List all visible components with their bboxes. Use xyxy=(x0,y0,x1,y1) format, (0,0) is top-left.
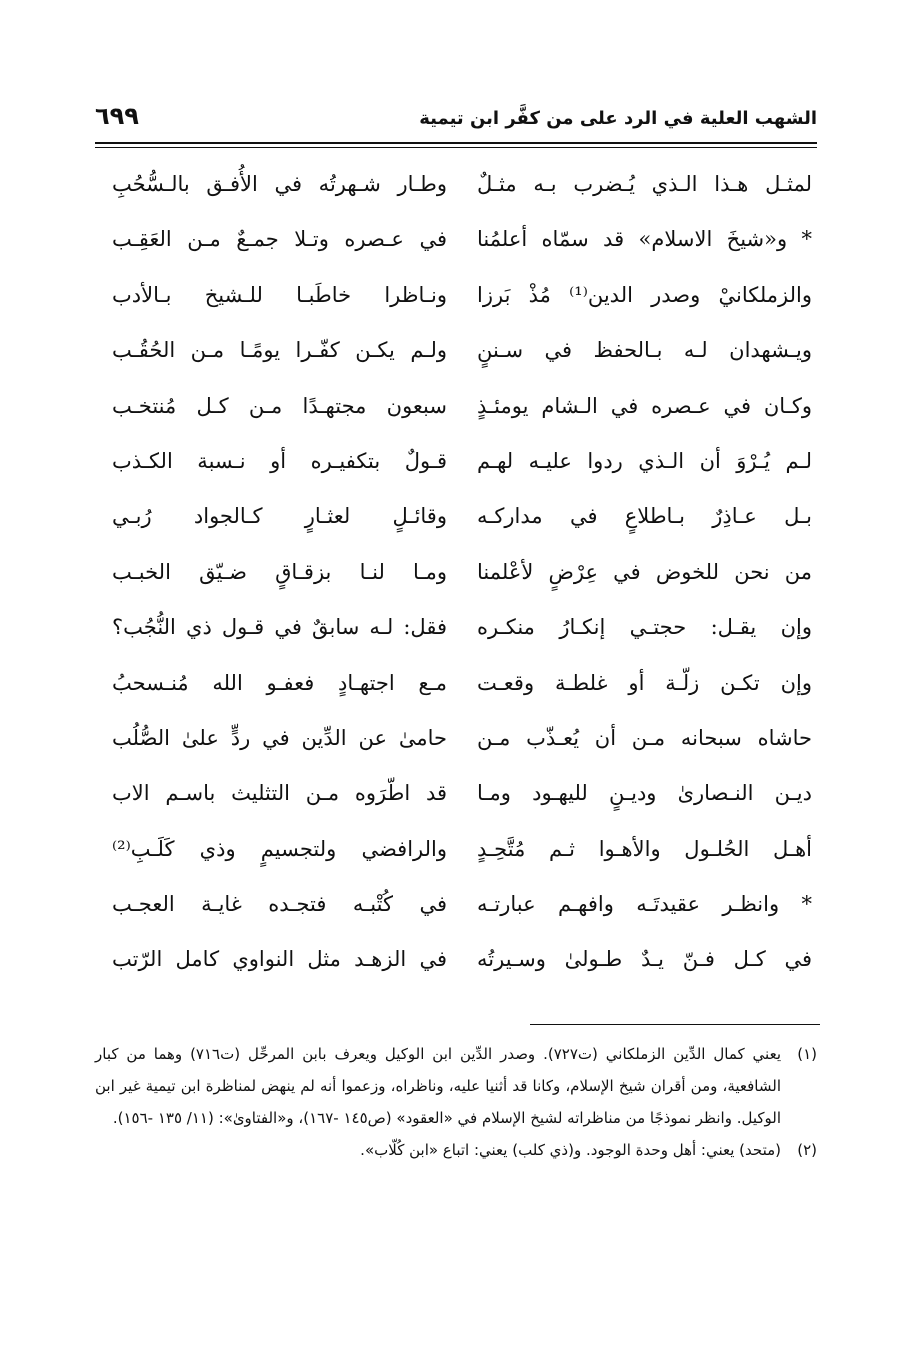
verse-first-hemistich: وإن يقـل: حجتـي إنكـارُ منكـره xyxy=(477,615,812,640)
verse-second-hemistich: سبعون مجتهـدًا مـن كـل مُنتخـب xyxy=(112,393,447,418)
verse-first-hemistich: حاشاه سبحانه مـن أن يُعـذّب مـن xyxy=(477,725,812,750)
verse-first-hemistich: لـم يُـرْوَ أن الـذي ردوا عليـه لهـم xyxy=(477,448,812,473)
verse-second-hemistich: ونـاظرا خاطَبـا للـشيخ بـالأدب xyxy=(112,282,447,307)
verse-second-hemistich: وقائـلٍ لعثـارٍ كـالجواد رُبـي xyxy=(112,504,447,529)
verse-line xyxy=(100,492,812,547)
verse-second-hemistich: في الزهـد مثل النواوي كامل الرّتب xyxy=(112,947,447,972)
running-title: الشهب العلية في الرد على من كفَّر ابن تيمية xyxy=(419,108,817,129)
poem-body xyxy=(100,160,812,991)
verse-second-hemistich: فقل: لـه سابقٌ في قـول ذي النُّجُب؟ xyxy=(112,615,447,640)
page-header xyxy=(95,100,817,140)
verse-line xyxy=(100,215,812,270)
verse-first-hemistich: * و«شيخَ الاسلام» قد سمّاه أعلمُنا xyxy=(477,227,812,252)
verse-line xyxy=(100,825,812,880)
header-rule-thin xyxy=(95,147,817,148)
verse-second-hemistich: في عـصره وتـلا جمـعٌ مـن العَقِـب xyxy=(112,227,447,252)
verse-second-hemistich: ولـم يكـن كفّـرا يومًـا مـن الحُقُـب xyxy=(112,338,447,363)
page-number: ٦٩٩ xyxy=(95,102,139,130)
verse-line xyxy=(100,326,812,381)
verse-first-hemistich: بـل عـاذِرٌ بـاطلاعٍ في مداركـه xyxy=(477,504,812,529)
verse-line xyxy=(100,271,812,326)
verse-line xyxy=(100,935,812,990)
verse-first-hemistich: ويـشهدان لـه بـالحفظ في سـننٍ xyxy=(477,338,812,363)
footnote-text: يعني كمال الدِّين الزملكاني (ت٧٢٧). وصدر الدِّين ابن الوكيل ويعرف بابن المرحِّل (ت٧١٦) وهما من كبار الشافعية، ومن أقران شيخ الإسلام، وكانا قد أثنيا عليه، وناظراه، وزعموا أنه لم ينهض لمناظرة ابن تيمية غير ابن الوكيل. وانظر نموذجًا من مناظراته لشيخ الإسلام في «العقود» (ص١٤٥ -١٦٧)، و«الفتاوىٰ»: (١١/ ١٣٥ -١٥٦). xyxy=(95,1045,781,1127)
verse-second-hemistich: قـولٌ بتكفيـره أو نـسبة الكـذب xyxy=(112,448,447,473)
verse-first-hemistich: في كـل فـنّ يـدٌ طـولىٰ وسـيرتُه xyxy=(477,947,812,972)
footnote-text: (متحد) يعني: أهل وحدة الوجود. و(ذي كلب) يعني: اتباع «ابن كُلّاب». xyxy=(360,1141,781,1159)
footnotes xyxy=(95,1038,817,1166)
verse-second-hemistich: والرافضي ولتجسيمٍ وذي كَلَـبِ⁽²⁾ xyxy=(112,836,447,861)
verse-line xyxy=(100,659,812,714)
footnote-number: (١) xyxy=(797,1045,817,1063)
verse-second-hemistich: مـع اجتهـادٍ فعفـو الله مُنـسحبُ xyxy=(112,670,447,695)
verse-line xyxy=(100,769,812,824)
verse-line xyxy=(100,382,812,437)
verse-first-hemistich: والزملكانيْ وصدر الدين⁽¹⁾ مُذْ بَرزا xyxy=(477,282,812,307)
verse-second-hemistich: في كُتْبـه فتجـده غايـة العجـب xyxy=(112,892,447,917)
footnote-number: (٢) xyxy=(797,1141,817,1159)
verse-first-hemistich: لمثـل هـذا الـذي يُـضرب بـه مثـلٌ xyxy=(477,172,812,196)
footnote xyxy=(95,1134,817,1166)
verse-first-hemistich: من نحن للخوض في عِرْضٍ لأعْلمنا xyxy=(477,559,812,584)
verse-line xyxy=(100,714,812,769)
footnote-separator xyxy=(530,1024,820,1025)
verse-second-hemistich: ومـا لنـا بزقـاقٍ ضـيّق الخبـب xyxy=(112,559,447,584)
header-rule-thick xyxy=(95,142,817,144)
verse-first-hemistich: أهـل الحُلـول والأهـوا ثـم مُتَّحِـدٍ xyxy=(477,836,812,861)
verse-line xyxy=(100,880,812,935)
verse-first-hemistich: وكـان في عـصره في الـشام يومئـذٍ xyxy=(477,393,812,418)
verse-second-hemistich: قد اطّرَوه مـن التثليث باسـم الاب xyxy=(112,781,447,806)
verse-first-hemistich: ديـن النـصارىٰ وديـنٍ لليهـود ومـا xyxy=(477,781,812,806)
verse-line xyxy=(100,548,812,603)
verse-first-hemistich: وإن تكـن زلّـة أو غلطـة وقعـت xyxy=(477,670,812,695)
verse-line xyxy=(100,437,812,492)
verse-second-hemistich: حامىٰ عن الدِّين في ردٍّ علىٰ الصُّلُب xyxy=(112,725,447,750)
footnote xyxy=(95,1038,817,1134)
verse-first-hemistich: * وانظـر عقيدتَـه وافهـم عبارتـه xyxy=(477,892,812,917)
verse-line xyxy=(100,160,812,215)
verse-second-hemistich: وطـار شـهرتُه في الأُفـق بالـسُّحُبِ xyxy=(112,172,447,196)
verse-line xyxy=(100,603,812,658)
